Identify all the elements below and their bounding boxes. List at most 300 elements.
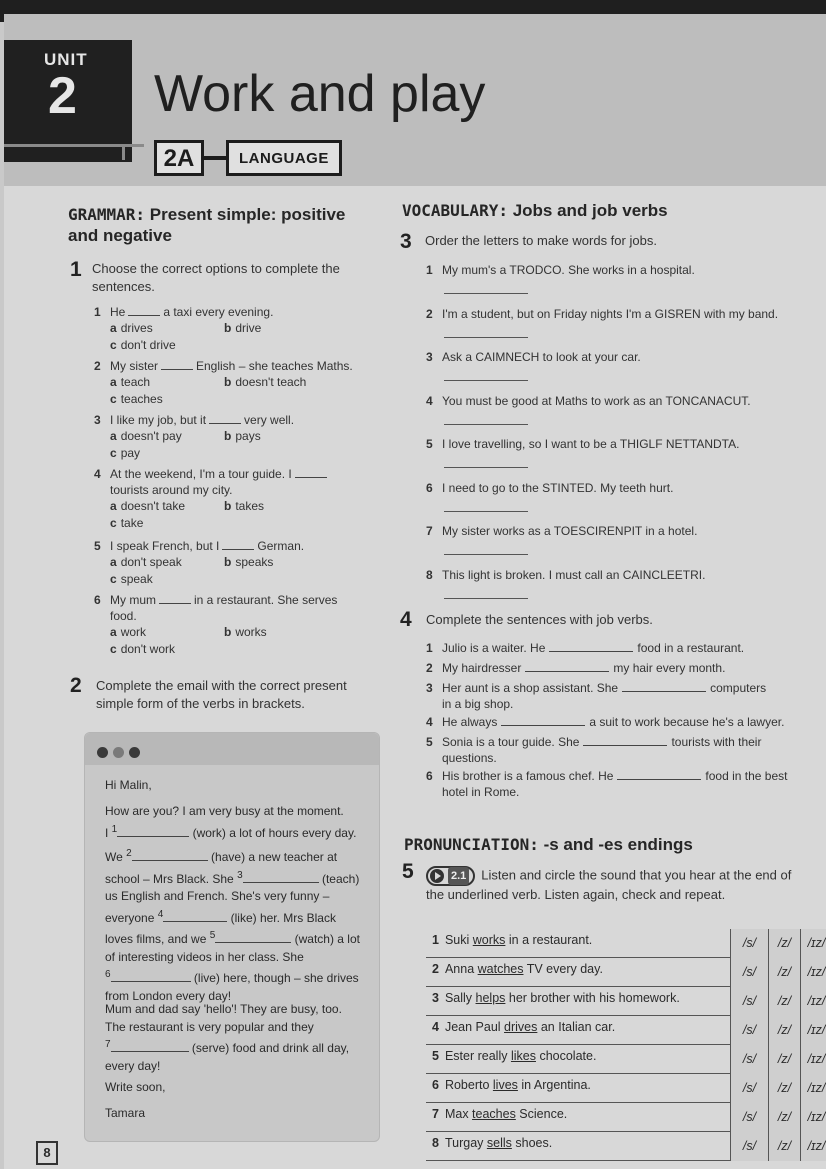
- item-number: 7: [426, 524, 433, 538]
- item-text: He: [110, 305, 126, 319]
- answer-line[interactable]: [444, 337, 528, 338]
- underlined-verb: works: [472, 933, 506, 947]
- option-text: doesn't take: [120, 499, 186, 513]
- gap-7[interactable]: [111, 1040, 189, 1052]
- item-text: in a restaurant. She serves: [194, 593, 338, 607]
- workbook-page: [4, 14, 826, 1169]
- sound-option[interactable]: /z/: [768, 929, 800, 958]
- item-text: food in the best: [705, 769, 788, 783]
- option-letter: c: [110, 338, 117, 352]
- item-text-continued: in a big shop.: [442, 697, 514, 711]
- option-a[interactable]: [110, 428, 182, 444]
- item-text: food in a restaurant.: [637, 641, 745, 655]
- item-number: 5: [94, 539, 101, 553]
- answer-gap[interactable]: [622, 681, 706, 692]
- option-a[interactable]: [110, 554, 182, 570]
- answer-gap[interactable]: [583, 735, 667, 746]
- vocabulary-heading: [402, 200, 802, 221]
- item-text: Julio is a waiter. He: [442, 641, 546, 655]
- item-number: 8: [426, 567, 433, 582]
- ex1-item-6: [94, 592, 384, 608]
- item-number: 6: [94, 593, 101, 607]
- item-text: I love travelling, so I want to be a THIGLF NETTANDTA.: [442, 437, 740, 451]
- sound-option[interactable]: /s/: [730, 987, 768, 1016]
- sentence-end: shoes.: [511, 1136, 553, 1150]
- item-text: Her aunt is a shop assistant. She: [442, 681, 619, 695]
- ex1-item-3: [94, 412, 384, 428]
- pronunciation-row-7: [426, 1103, 826, 1132]
- email-signature: Tamara: [105, 1106, 146, 1120]
- option-text: doesn't pay: [120, 429, 182, 443]
- item-number: 5: [426, 735, 433, 749]
- option-letter: b: [224, 499, 232, 513]
- option-text: teach: [120, 375, 151, 389]
- ex3-item-7: [426, 523, 826, 539]
- pronunciation-heading-label: PRONUNCIATION:: [404, 835, 539, 854]
- answer-gap[interactable]: [128, 305, 160, 316]
- sound-option[interactable]: /z/: [768, 987, 800, 1016]
- ex1-item-4: [94, 466, 384, 482]
- answer-gap[interactable]: [222, 539, 254, 550]
- option-b[interactable]: [224, 428, 261, 444]
- answer-line[interactable]: [444, 467, 528, 468]
- sentence-start: Max: [444, 1107, 473, 1121]
- item-text: I like my job, but it: [110, 413, 207, 427]
- email-signoff: Write soon,: [105, 1080, 166, 1094]
- option-letter: b: [224, 429, 232, 443]
- item-text: I speak French, but I: [110, 539, 220, 553]
- underlined-verb: likes: [510, 1049, 536, 1063]
- sentence-start: Turgay: [444, 1136, 487, 1150]
- item-text: At the weekend, I'm a tour guide. I: [110, 467, 292, 481]
- sound-option[interactable]: /s/: [730, 1045, 768, 1074]
- sentence-end: in a restaurant.: [505, 933, 593, 947]
- vocabulary-heading-topic: Jobs and job verbs: [512, 201, 668, 220]
- item-text: My mum: [110, 593, 156, 607]
- play-icon: [430, 869, 444, 883]
- item-number: 6: [426, 769, 433, 783]
- email-line: How are you? I am very busy at the moment.: [105, 804, 344, 818]
- option-text: drive: [235, 321, 262, 335]
- option-text: don't drive: [120, 338, 176, 352]
- item-text: my hair every month.: [613, 661, 726, 675]
- ex3-item-3: [426, 349, 826, 365]
- sentence-start: Ester really: [444, 1049, 511, 1063]
- item-text: I need to go to the STINTED. My teeth hurt.: [442, 480, 674, 495]
- option-letter: b: [224, 375, 232, 389]
- option-letter: a: [110, 625, 117, 639]
- sentence-start: Jean Paul: [444, 1020, 505, 1034]
- underlined-verb: helps: [475, 991, 506, 1005]
- gap-5[interactable]: [215, 931, 291, 943]
- gap-1[interactable]: [117, 825, 189, 837]
- item-text: I'm a student, but on Friday nights I'm a GISREN with my band.: [442, 306, 779, 321]
- answer-gap[interactable]: [209, 413, 241, 424]
- lesson-number: 2A: [154, 140, 204, 176]
- item-number: 2: [432, 962, 439, 976]
- window-dot-icon: [113, 747, 124, 758]
- option-letter: a: [110, 555, 117, 569]
- option-a[interactable]: [110, 374, 150, 390]
- grammar-heading-topic: Present simple: positive and negative: [68, 205, 346, 246]
- email-card: [84, 732, 380, 1142]
- item-text: My mum's a TRODCO. She works in a hospital.: [442, 263, 695, 277]
- sound-option[interactable]: /ɪz/: [800, 987, 826, 1016]
- option-text: don't work: [120, 642, 176, 656]
- sound-option[interactable]: /ɪz/: [800, 1103, 826, 1132]
- underlined-verb: lives: [492, 1078, 518, 1092]
- item-number: 1: [94, 305, 101, 319]
- item-number: 2: [426, 306, 433, 321]
- sound-option[interactable]: /z/: [768, 1016, 800, 1045]
- option-letter: a: [110, 321, 117, 335]
- item-text-continued: hotel in Rome.: [442, 785, 520, 799]
- vocabulary-heading-label: VOCABULARY:: [402, 201, 508, 220]
- email-line: school – Mrs Black. She $^3$ (teach): [105, 869, 360, 886]
- option-a[interactable]: [110, 320, 153, 336]
- sound-option[interactable]: /ɪz/: [800, 1016, 826, 1045]
- ex1-item-5: [94, 538, 384, 554]
- option-c[interactable]: [110, 391, 163, 407]
- option-a[interactable]: [110, 498, 185, 514]
- window-dot-icon: [129, 747, 140, 758]
- gap-hint: (teach): [321, 871, 360, 886]
- option-text: pays: [235, 429, 261, 443]
- item-number: 4: [426, 393, 433, 408]
- item-text: computers: [710, 681, 767, 695]
- sound-option[interactable]: /ɪz/: [800, 1045, 826, 1074]
- option-letter: c: [110, 572, 117, 586]
- ex3-item-4: [426, 393, 826, 409]
- exercise-2-instruction: Complete the email with the correct present simple form of the verbs in brackets.: [96, 678, 347, 711]
- option-text: work: [120, 625, 147, 639]
- answer-line[interactable]: [444, 424, 528, 425]
- unit-badge: [4, 40, 132, 162]
- option-b[interactable]: [224, 554, 273, 570]
- item-text: My sister works as a TOESCIRENPIT in a hotel.: [442, 524, 698, 538]
- exercise-5-instruction: [426, 866, 826, 904]
- gap-6[interactable]: [111, 970, 191, 982]
- item-text: a taxi every evening.: [163, 305, 274, 319]
- email-line: every day!: [105, 1058, 161, 1073]
- pronunciation-table: [426, 929, 826, 1161]
- ex1-item-1: [94, 304, 384, 320]
- email-line: us English and French. She's very funny –: [105, 889, 330, 903]
- gap-hint: (live) here, though – she drives: [193, 971, 359, 985]
- ex4-item-1: [426, 640, 826, 656]
- sound-option[interactable]: /s/: [730, 1016, 768, 1045]
- email-line: loves films, and we $^5$ (watch) a lot: [105, 930, 360, 946]
- email-line: The restaurant is very popular and they: [105, 1019, 314, 1034]
- option-letter: a: [110, 429, 117, 443]
- exercise-4-instruction: Complete the sentences with job verbs.: [426, 612, 653, 627]
- email-line: $^7$ (serve) food and drink all day,: [105, 1039, 350, 1055]
- sentence-start: Suki: [444, 933, 473, 947]
- option-letter: c: [110, 642, 117, 656]
- gap-hint: (have) a new teacher at: [211, 850, 338, 864]
- ex3-item-6: [426, 480, 826, 496]
- unit-label: UNIT: [44, 50, 88, 69]
- email-line: Mum and dad say 'hello'! They are busy, too.: [105, 1002, 342, 1016]
- option-b[interactable]: [224, 374, 306, 390]
- item-number: 1: [426, 641, 433, 655]
- option-letter: b: [224, 625, 232, 639]
- option-c[interactable]: [110, 515, 143, 531]
- option-letter: c: [110, 392, 117, 406]
- option-letter: b: [224, 555, 232, 569]
- option-b[interactable]: [224, 320, 261, 336]
- exercise-5-number: 5: [402, 860, 414, 883]
- row-sentence: [432, 933, 592, 947]
- window-dot-icon: [97, 747, 108, 758]
- sound-option[interactable]: /ɪz/: [800, 929, 826, 958]
- answer-gap[interactable]: [295, 467, 327, 478]
- item-text: very well.: [244, 413, 295, 427]
- sentence-end: her brother with his homework.: [505, 991, 680, 1005]
- answer-line[interactable]: [444, 380, 528, 381]
- ex3-item-2: [426, 306, 826, 322]
- item-text: He always: [442, 715, 498, 729]
- email-window-bar: [85, 733, 379, 765]
- ex3-item-1: [426, 262, 826, 278]
- item-number: 3: [426, 681, 433, 695]
- underlined-verb: sells: [486, 1136, 512, 1150]
- item-text: His brother is a famous chef. He: [442, 769, 614, 783]
- row-sentence: [432, 1078, 591, 1092]
- email-line: We $^2$ (have) a new teacher at: [105, 848, 338, 864]
- exercise-1-number: 1: [70, 258, 82, 281]
- sound-option[interactable]: /z/: [768, 958, 800, 987]
- sound-option[interactable]: /z/: [768, 1045, 800, 1074]
- gap-4[interactable]: [163, 910, 227, 922]
- email-line: everyone $^4$ (like) her. Mrs Black: [105, 908, 336, 925]
- answer-gap[interactable]: [161, 359, 193, 370]
- item-text: My hairdresser: [442, 661, 522, 675]
- sound-option[interactable]: /ɪz/: [800, 1074, 826, 1103]
- gap-hint: (watch) a lot: [294, 932, 360, 946]
- answer-gap[interactable]: [525, 661, 609, 672]
- item-number: 7: [432, 1107, 439, 1121]
- row-sentence: [432, 962, 603, 976]
- option-text: doesn't teach: [235, 375, 307, 389]
- item-number: 1: [432, 933, 439, 947]
- option-text: speaks: [235, 555, 274, 569]
- page-title: Work and play: [154, 65, 486, 123]
- option-text: pay: [120, 446, 141, 460]
- audio-track-badge[interactable]: [426, 866, 475, 886]
- audio-track-code: 2.1: [448, 867, 469, 885]
- answer-line[interactable]: [444, 598, 528, 599]
- email-line: $^6$ (live) here, though – she drives: [105, 969, 359, 985]
- item-number: 3: [432, 991, 439, 1005]
- item-number: 4: [432, 1020, 439, 1034]
- exercise-4-number: 4: [400, 608, 412, 631]
- grammar-heading: [68, 204, 378, 247]
- email-greeting: Hi Malin,: [105, 778, 152, 792]
- option-c[interactable]: [110, 641, 175, 657]
- underlined-verb: drives: [504, 1020, 538, 1034]
- gap-hint: (serve) food and drink all day,: [191, 1041, 350, 1055]
- ex4-item-5: [426, 734, 826, 750]
- sound-option[interactable]: /ɪz/: [800, 1132, 826, 1161]
- item-number: 6: [426, 480, 433, 495]
- item-text-continued: food.: [110, 609, 137, 623]
- row-sentence: [432, 1049, 596, 1063]
- exercise-5-instruction-line2: the underlined verb. Listen again, check and repeat.: [426, 887, 726, 902]
- item-text: tourists with their: [671, 735, 762, 749]
- email-line: of interesting videos in her class. She: [105, 949, 304, 964]
- exercise-1-instruction: Choose the correct options to complete the sentences.: [92, 261, 340, 294]
- option-text: works: [235, 625, 267, 639]
- sentence-end: chocolate.: [535, 1049, 597, 1063]
- option-letter: a: [110, 375, 117, 389]
- sound-option[interactable]: /s/: [730, 929, 768, 958]
- item-number: 1: [426, 263, 433, 277]
- item-text: German.: [257, 539, 305, 553]
- email-text-run: We: [105, 850, 123, 864]
- underlined-verb: watches: [477, 962, 524, 976]
- gap-hint: (work) a lot of hours every day.: [192, 825, 357, 840]
- option-letter: b: [224, 321, 232, 335]
- answer-line[interactable]: [444, 554, 528, 555]
- item-number: 4: [94, 467, 101, 481]
- exercise-3-number: 3: [400, 230, 412, 253]
- email-paragraph-1: [105, 803, 371, 842]
- option-letter: c: [110, 516, 117, 530]
- option-b[interactable]: [224, 624, 267, 640]
- page-number: 8: [36, 1141, 58, 1165]
- sentence-end: in Argentina.: [517, 1078, 591, 1092]
- pronunciation-row-4: [426, 1016, 826, 1045]
- item-number: 2: [426, 661, 433, 675]
- pronunciation-heading-topic: -s and -es endings: [543, 835, 693, 854]
- option-c[interactable]: [110, 445, 140, 461]
- item-text: Ask a CAIMNECH to look at your car.: [442, 350, 641, 364]
- pronunciation-row-2: [426, 958, 826, 987]
- lesson-connector: [204, 156, 226, 160]
- pronunciation-row-3: [426, 987, 826, 1016]
- email-text-run: everyone: [105, 910, 155, 925]
- option-c[interactable]: [110, 337, 176, 353]
- ex4-item-6: [426, 768, 826, 784]
- option-letter: a: [110, 499, 117, 513]
- sound-option[interactable]: /z/: [768, 1132, 800, 1161]
- option-text: takes: [235, 499, 265, 513]
- ex4-item-4: [426, 714, 826, 730]
- sentence-end: an Italian car.: [537, 1020, 616, 1034]
- item-text: You must be good at Maths to work as an TONCANACUT.: [442, 393, 751, 408]
- sound-option[interactable]: /s/: [730, 1074, 768, 1103]
- gap-hint: (like) her. Mrs Black: [230, 910, 336, 925]
- lesson-label: LANGUAGE: [226, 140, 342, 176]
- option-b[interactable]: [224, 498, 264, 514]
- pronunciation-row-6: [426, 1074, 826, 1103]
- item-text: My sister: [110, 359, 158, 373]
- item-number: 4: [426, 715, 433, 729]
- item-text-continued: questions.: [442, 751, 497, 765]
- email-paragraph-3: [105, 1001, 371, 1075]
- sound-option[interactable]: /z/: [768, 1074, 800, 1103]
- sound-option[interactable]: /z/: [768, 1103, 800, 1132]
- answer-line[interactable]: [444, 293, 528, 294]
- item-number: 8: [432, 1136, 439, 1150]
- answer-gap[interactable]: [501, 715, 585, 726]
- answer-gap[interactable]: [617, 769, 701, 780]
- exercise-3-instruction: Order the letters to make words for jobs.: [425, 233, 657, 248]
- answer-gap[interactable]: [159, 593, 191, 604]
- gap-2[interactable]: [132, 849, 208, 861]
- email-line: from London every day!: [105, 988, 232, 1003]
- row-sentence: [432, 991, 680, 1005]
- row-sentence: [432, 1136, 552, 1150]
- item-number: 5: [426, 437, 433, 451]
- pronunciation-row-8: [426, 1132, 826, 1161]
- option-text: drives: [120, 321, 153, 335]
- sentence-end: Science.: [515, 1107, 568, 1121]
- underlined-verb: teaches: [472, 1107, 516, 1121]
- item-number: 2: [94, 359, 101, 373]
- sound-option[interactable]: /s/: [730, 1103, 768, 1132]
- pronunciation-row-1: [426, 929, 826, 958]
- item-number: 5: [432, 1049, 439, 1063]
- answer-gap[interactable]: [549, 641, 633, 652]
- email-text-run: school – Mrs Black. She: [105, 871, 234, 886]
- email-line: I $^1$ (work) a lot of hours every day.: [105, 823, 357, 840]
- pronunciation-row-5: [426, 1045, 826, 1074]
- unit-decor-line: [122, 144, 125, 160]
- item-text-continued: tourists around my city.: [110, 483, 233, 497]
- item-text: Sonia is a tour guide. She: [442, 735, 580, 749]
- option-c[interactable]: [110, 571, 153, 587]
- option-text: teaches: [120, 392, 163, 406]
- sound-option[interactable]: /s/: [730, 1132, 768, 1161]
- sentence-end: TV every day.: [523, 962, 603, 976]
- ex4-item-3: [426, 680, 826, 696]
- ex3-item-5: [426, 436, 826, 452]
- sentence-start: Anna: [444, 962, 478, 976]
- item-text: a suit to work because he's a lawyer.: [589, 715, 785, 729]
- item-text: This light is broken. I must call an CAINCLEETRI.: [442, 567, 706, 582]
- sentence-start: Roberto: [444, 1078, 493, 1092]
- option-a[interactable]: [110, 624, 146, 640]
- option-text: don't speak: [120, 555, 182, 569]
- email-paragraph-2: [105, 845, 371, 1005]
- sentence-start: Sally: [444, 991, 476, 1005]
- option-letter: c: [110, 446, 117, 460]
- item-number: 6: [432, 1078, 439, 1092]
- grammar-heading-label: GRAMMAR:: [68, 205, 146, 224]
- pronunciation-heading: [404, 834, 814, 855]
- item-number: 3: [94, 413, 101, 427]
- exercise-2-number: 2: [70, 674, 82, 697]
- ex4-item-2: [426, 660, 826, 676]
- answer-line[interactable]: [444, 511, 528, 512]
- gap-3[interactable]: [243, 871, 319, 883]
- exercise-5-instruction-line1: Listen and circle the sound that you hear at the end of: [481, 867, 792, 883]
- row-sentence: [432, 1107, 567, 1121]
- row-sentence: [432, 1020, 615, 1034]
- sound-option[interactable]: /ɪz/: [800, 958, 826, 987]
- item-text: English – she teaches Maths.: [196, 359, 353, 373]
- email-text-run: loves films, and we: [105, 932, 207, 946]
- ex1-item-2: [94, 358, 384, 374]
- sound-option[interactable]: /s/: [730, 958, 768, 987]
- ex3-item-8: [426, 567, 826, 583]
- lesson-tag: [154, 138, 342, 178]
- item-number: 3: [426, 350, 433, 364]
- option-text: take: [120, 516, 144, 530]
- option-text: speak: [120, 572, 153, 586]
